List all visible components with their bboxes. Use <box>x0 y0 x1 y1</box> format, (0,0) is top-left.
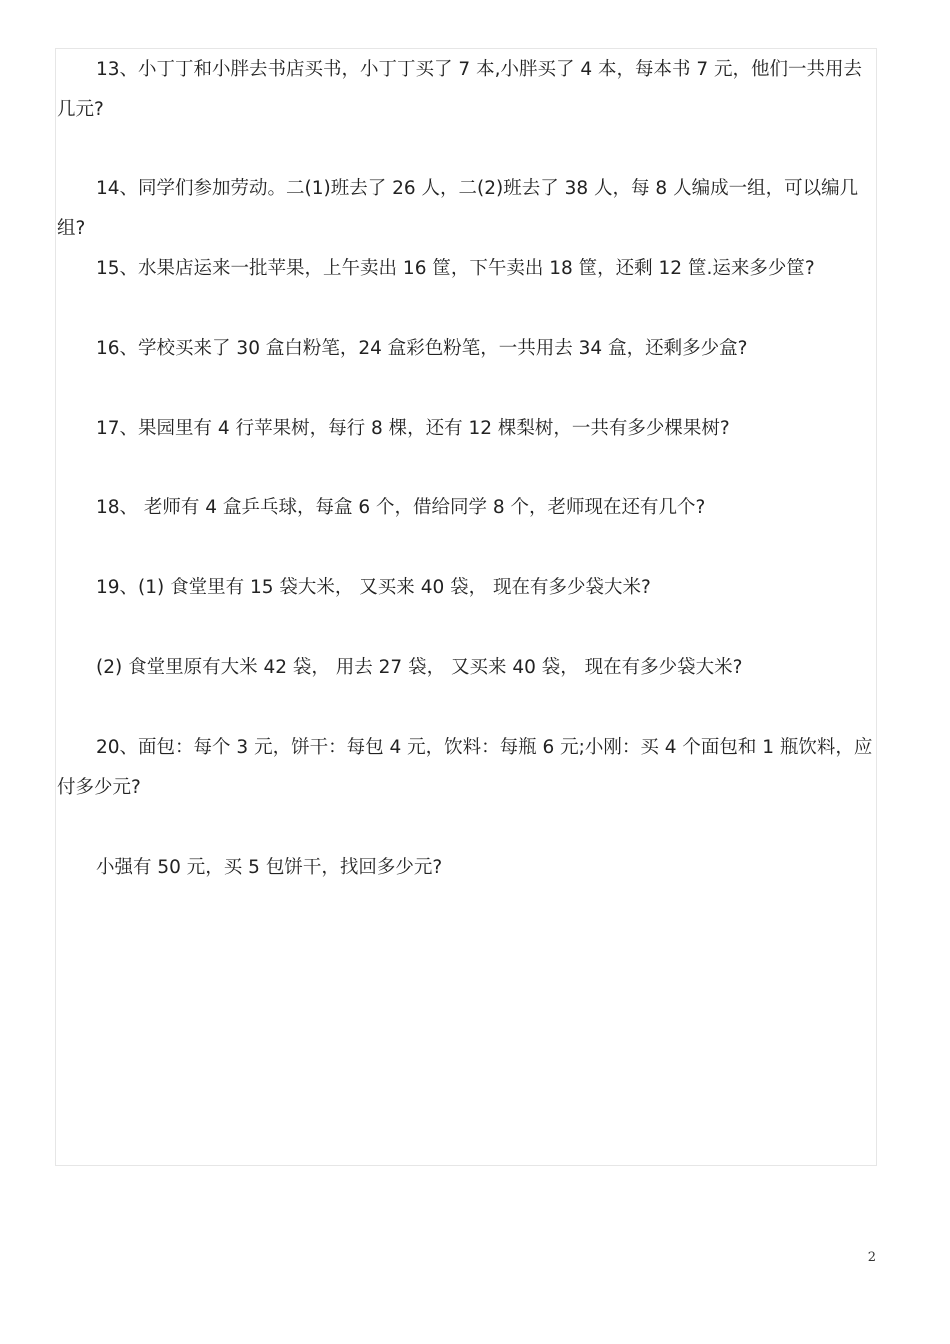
problem-13: 13、小丁丁和小胖去书店买书，小丁丁买了 7 本,小胖买了 4 本，每本书 7 元，他们一共用去几元? <box>57 59 863 120</box>
page-number: 2 <box>867 1250 876 1265</box>
problem-16: 16、学校买来了 30 盒白粉笔，24 盒彩色粉笔，一共用去 34 盒，还剩多少盒? <box>96 338 748 359</box>
problem-19-part-1: 19、(1) 食堂里有 15 袋大米， 又买来 40 袋， 现在有多少袋大米? <box>96 577 651 598</box>
problem-15: 15、水果店运来一批苹果，上午卖出 16 筐，下午卖出 18 筐，还剩 12 筐.运来多少筐? <box>96 258 815 279</box>
problem-19-part-2: (2) 食堂里原有大米 42 袋， 用去 27 袋， 又买来 40 袋， 现在有多少袋大米? <box>96 657 743 678</box>
problem-18: 18、 老师有 4 盒乒乓球，每盒 6 个，借给同学 8 个，老师现在还有几个? <box>96 497 706 518</box>
problem-20-followup: 小强有 50 元，买 5 包饼干，找回多少元? <box>96 857 443 878</box>
problem-14: 14、同学们参加劳动。二(1)班去了 26 人，二(2)班去了 38 人，每 8 人编成一组，可以编几组? <box>57 178 859 239</box>
problem-17: 17、果园里有 4 行苹果树，每行 8 棵，还有 12 棵梨树，一共有多少棵果树? <box>96 418 730 439</box>
problem-20: 20、面包：每个 3 元，饼干：每包 4 元，饮料：每瓶 6 元;小刚：买 4 个面包和 1 瓶饮料，应付多少元? <box>57 737 873 798</box>
